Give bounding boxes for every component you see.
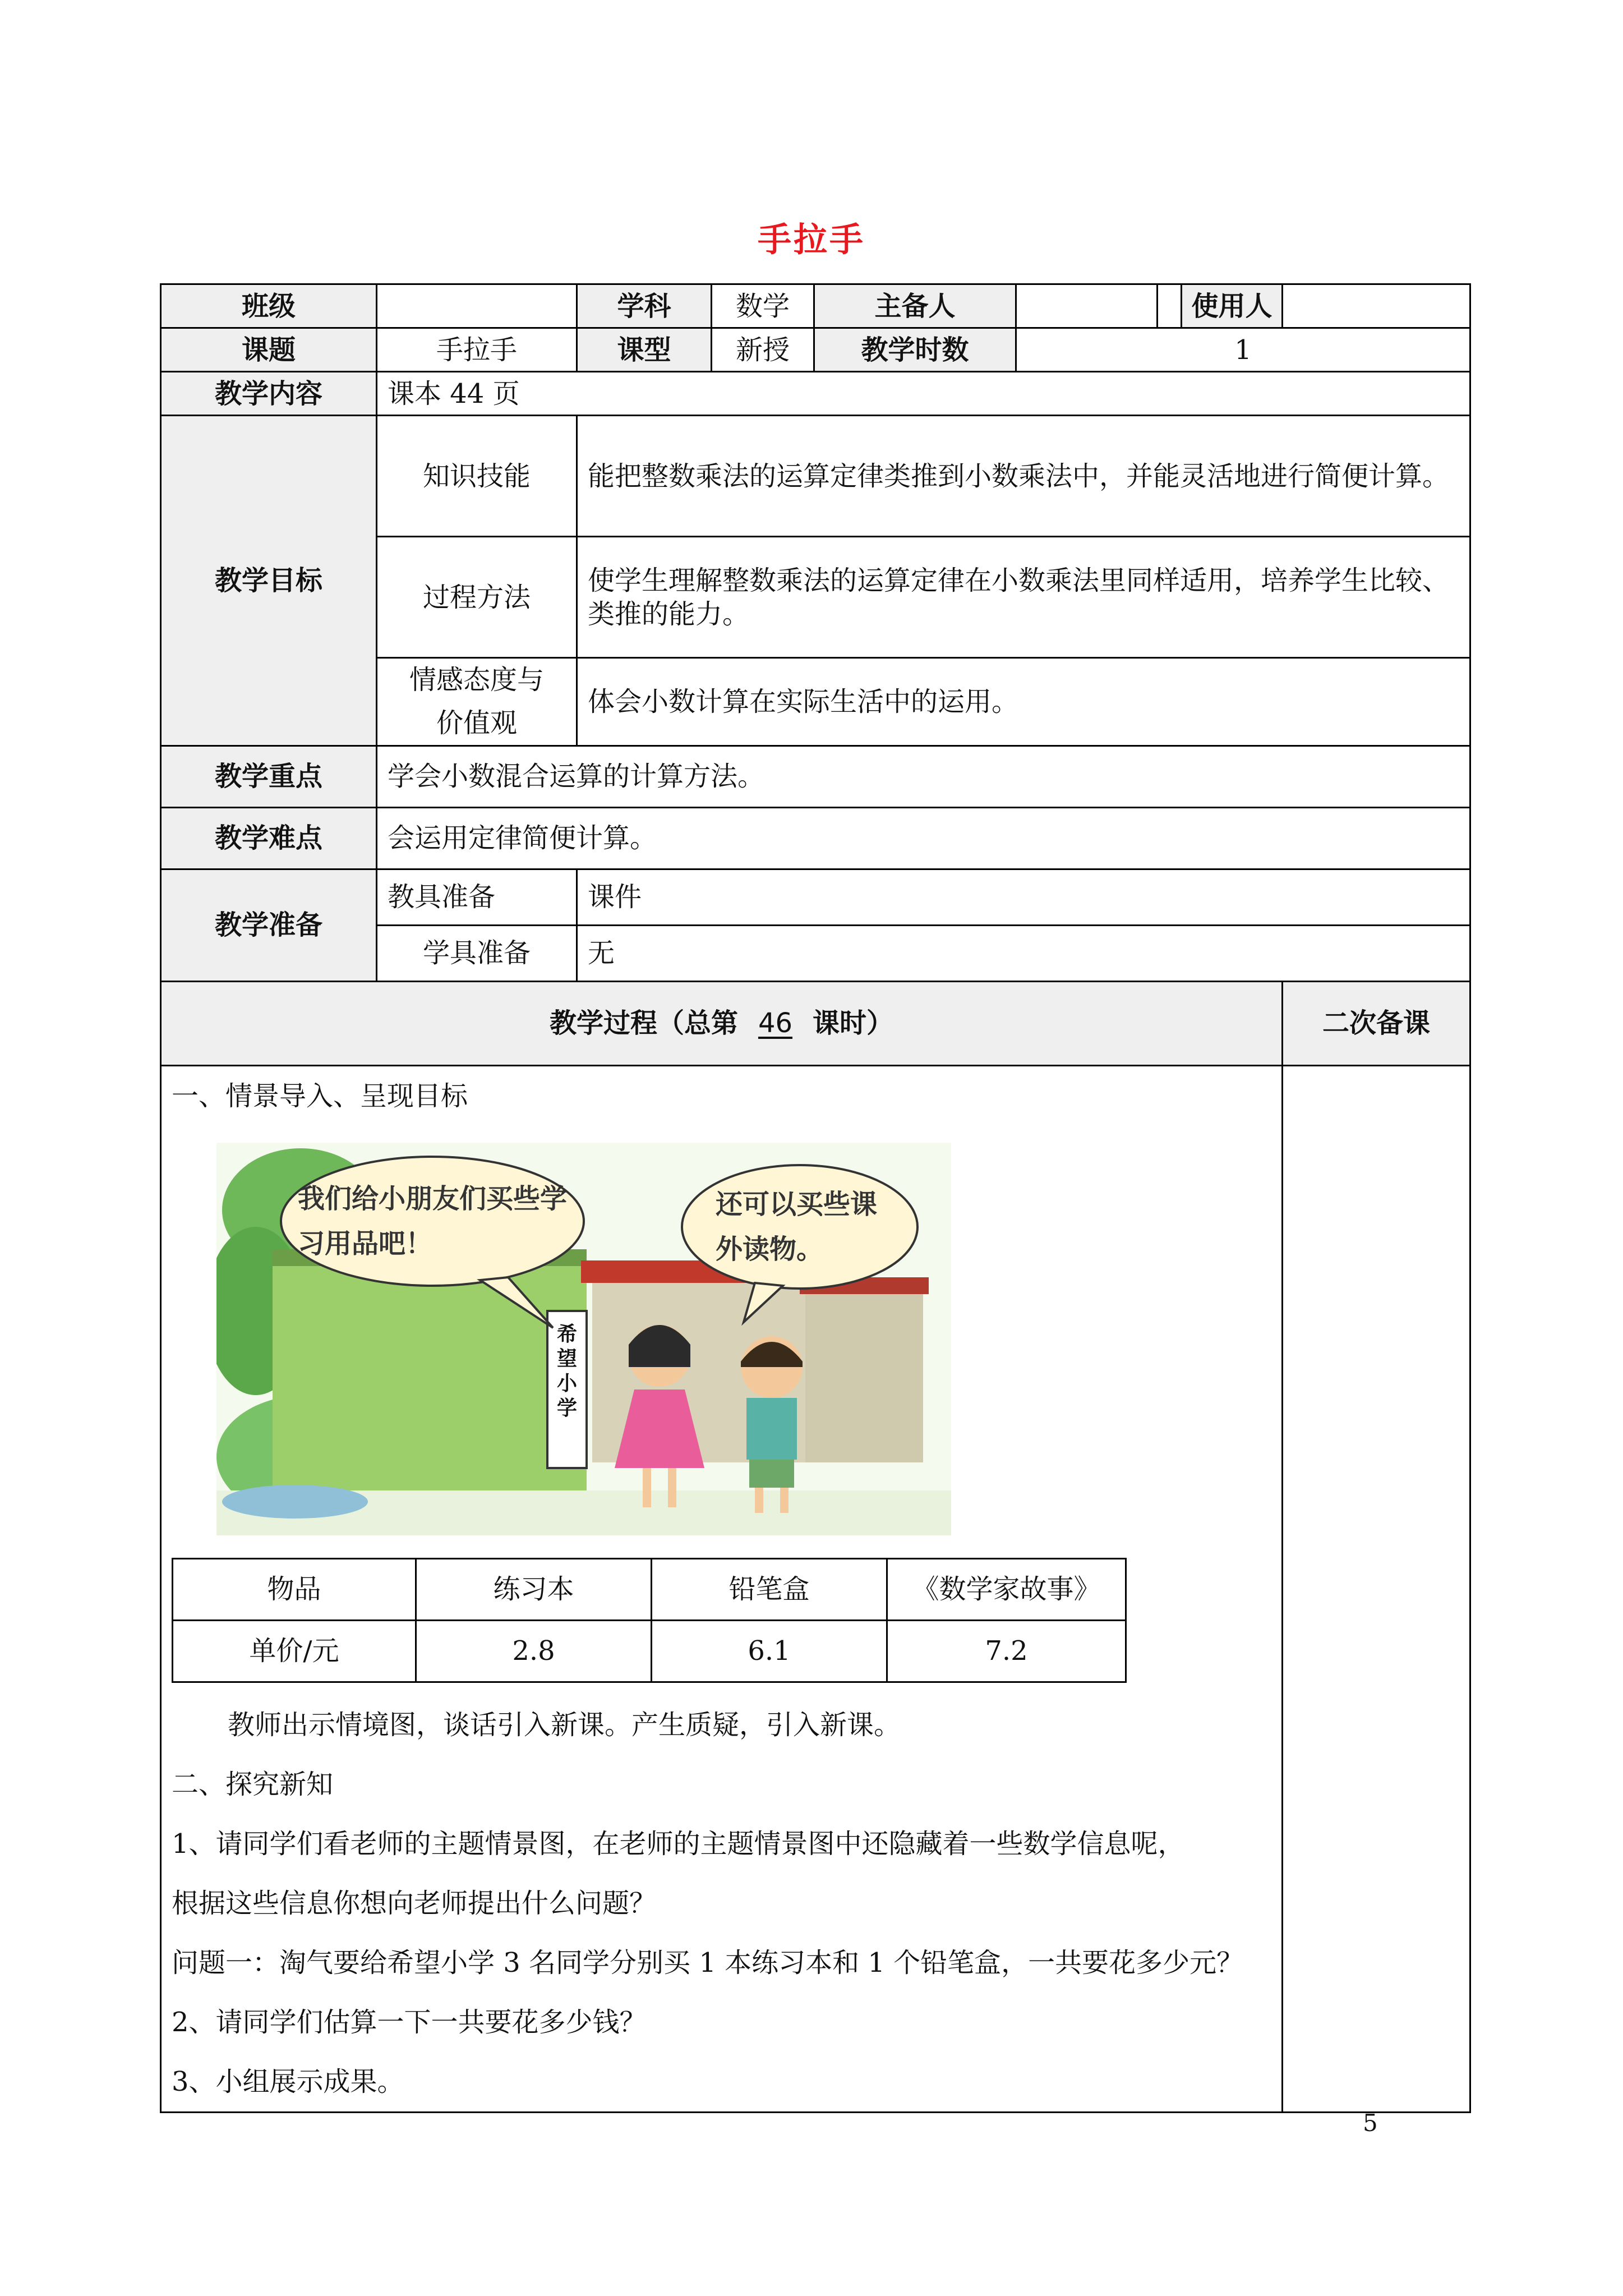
objective-row-knowledge [161,416,1470,537]
process-header-prefix: 教学过程（总第 [549,1007,738,1039]
process-body [161,1065,1283,2112]
preparation-row-teacher [161,869,1470,925]
teacher-prep-label: 教具准备 [377,869,577,925]
price-notebook: 2.8 [416,1620,652,1682]
process-header [161,981,1283,1065]
objective-label-process: 过程方法 [377,537,577,658]
price-header-notebook: 练习本 [416,1558,652,1620]
question1-text: 问题一：淘气要给希望小学 3 名同学分别买 1 本练习本和 1 个铅笔盒，一共要花多少元？ [172,1947,1244,1978]
speech-bubble-right: 还可以买些课外读物。 [716,1188,878,1265]
class-value [377,284,577,328]
scene-illustration [216,1143,951,1535]
hours-label: 教学时数 [814,328,1016,372]
topic-value: 手拉手 [377,328,577,372]
page-number: 5 [1363,2109,1378,2137]
price-table [172,1558,1127,1683]
process-header-row [161,981,1470,1065]
subject-label: 学科 [577,284,712,328]
objective-label-knowledge: 知识技能 [377,416,577,537]
objectives-label: 教学目标 [161,416,377,746]
price-story-book: 7.2 [887,1620,1126,1682]
price-header-pencil-box: 铅笔盒 [652,1558,887,1620]
user-value [1283,284,1470,328]
objective-text-attitude: 体会小数计算在实际生活中的运用。 [577,658,1470,746]
student-prep-label: 学具准备 [377,925,577,981]
process-body-row [161,1065,1470,2112]
second-prep-notes [1283,1065,1470,2112]
speech-bubble-left: 我们给小朋友们买些学习用品吧！ [298,1182,568,1259]
content-value: 课本 44 页 [377,372,1470,416]
price-row-label: 单价/元 [173,1620,416,1682]
price-pencil-box: 6.1 [652,1620,887,1682]
school-sign: 希望小学 [556,1322,577,1420]
subject-value: 数学 [712,284,814,328]
section2-heading: 二、探究新知 [172,1768,334,1800]
key-point-value: 学会小数混合运算的计算方法。 [377,746,1470,807]
price-header-story-book: 《数学家故事》 [887,1558,1126,1620]
difficulty-value: 会运用定律简便计算。 [377,807,1470,869]
preparer-label: 主备人 [814,284,1016,328]
preparer-value [1017,285,1158,327]
step1-line2: 根据这些信息你想向老师提出什么问题？ [172,1887,657,1919]
hours-value: 1 [1016,328,1470,372]
intro-text: 教师出示情境图，谈话引入新课。产生质疑，引入新课。 [228,1709,901,1741]
class-label: 班级 [161,284,377,328]
key-point-row [161,746,1470,807]
lesson-number: 46 [758,1007,793,1039]
price-table-header-row [173,1558,1126,1620]
preparation-label: 教学准备 [161,869,377,981]
content-row [161,372,1470,416]
objective-label-attitude-line2: 价值观 [436,707,517,739]
objective-text-knowledge: 能把整数乘法的运算定律类推到小数乘法中，并能灵活地进行简便计算。 [577,416,1470,537]
header-row-1 [161,284,1470,328]
step2-text: 2、请同学们估算一下一共要花多少钱？ [172,2006,647,2038]
section1-heading: 一、情景导入、呈现目标 [172,1080,468,1112]
difficulty-label: 教学难点 [161,807,377,869]
difficulty-row [161,807,1470,869]
lesson-plan-table [160,283,1471,2113]
price-table-value-row [173,1620,1126,1682]
second-prep-label: 二次备课 [1283,981,1470,1065]
document-title: 手拉手 [758,220,865,260]
key-point-label: 教学重点 [161,746,377,807]
type-value: 新授 [712,328,814,372]
objective-label-attitude-line1: 情感态度与 [409,664,544,696]
process-header-suffix: 课时） [813,1007,894,1039]
step1-line1: 1、请同学们看老师的主题情景图，在老师的主题情景图中还隐藏着一些数学信息呢， [172,1828,1185,1860]
student-prep-value: 无 [577,925,1470,981]
user-label: 使用人 [1191,290,1272,322]
type-label: 课型 [577,328,712,372]
header-row-2 [161,328,1470,372]
step3-text: 3、小组展示成果。 [172,2065,404,2097]
content-label: 教学内容 [161,372,377,416]
topic-label: 课题 [161,328,377,372]
objective-text-process: 使学生理解整数乘法的运算定律在小数乘法里同样适用，培养学生比较、类推的能力。 [577,537,1470,658]
price-header-item: 物品 [173,1558,416,1620]
teacher-prep-value: 课件 [577,869,1470,925]
